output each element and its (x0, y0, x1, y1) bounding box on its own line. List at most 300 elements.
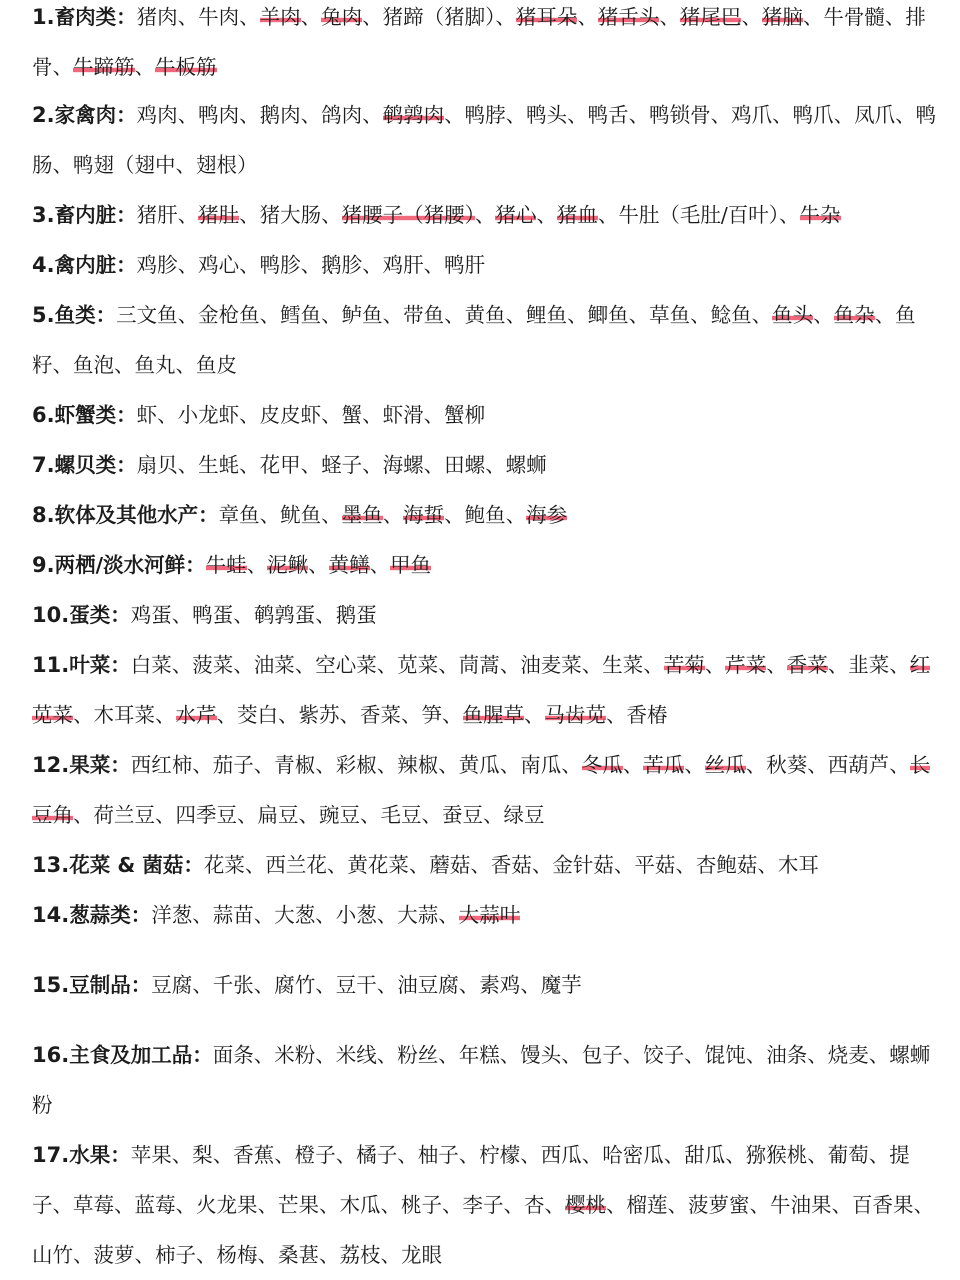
separator: 、 (874, 303, 896, 327)
food-item: 章鱼 (218, 503, 260, 527)
food-item: 凤爪 (854, 103, 896, 127)
separator: 、 (807, 1143, 828, 1167)
food-item: 鲈鱼 (341, 303, 383, 327)
category-name: 花菜 & 菌菇： (69, 853, 204, 877)
food-item: 蟹柳 (444, 403, 486, 427)
food-item: 烧麦 (827, 1043, 869, 1067)
food-item: 菠菜 (192, 653, 234, 677)
separator: 、 (192, 903, 213, 927)
food-item: 鹅胗 (321, 253, 363, 277)
food-item: 油条 (766, 1043, 808, 1067)
category-name: 畜肉类： (54, 5, 137, 29)
separator: 、 (73, 703, 94, 727)
category-6 (32, 390, 940, 440)
separator: 、 (606, 1193, 627, 1217)
separator: 、 (376, 903, 398, 927)
separator: 、 (766, 653, 787, 677)
separator: 、 (376, 653, 398, 677)
food-item: 豌豆 (319, 803, 360, 827)
separator: 、 (444, 503, 465, 527)
food-item: 鸭胗 (259, 253, 301, 277)
category-name: 虾蟹类： (54, 403, 137, 427)
highlighted-food-item: 鱼腥草 (462, 703, 524, 727)
food-item: 绿豆 (503, 803, 545, 827)
highlighted-food-item: 牛蹄筋 (73, 55, 135, 79)
food-item: 鸭脖 (464, 103, 506, 127)
food-item: 排骨 (32, 5, 926, 79)
category-name: 家禽肉： (54, 103, 137, 127)
food-item: 木耳 (777, 853, 819, 877)
separator: 、 (581, 653, 603, 677)
highlighted-food-item: 苦菊 (663, 653, 705, 677)
separator: 、 (175, 353, 196, 377)
category-11 (32, 640, 940, 740)
food-item: 蘑菇 (429, 853, 471, 877)
highlighted-food-item: 牛杂 (799, 203, 841, 227)
food-item: 哈密瓜 (602, 1143, 664, 1167)
food-item: 魔芋 (540, 973, 582, 997)
category-number: 2. (32, 103, 55, 127)
food-item: 豆干 (335, 973, 377, 997)
food-item: 青椒 (274, 753, 316, 777)
separator: 、 (134, 55, 155, 79)
separator: 、 (315, 973, 336, 997)
separator: 、 (438, 903, 459, 927)
separator: 、 (438, 1043, 459, 1067)
highlighted-food-item: 鹌鹑肉 (382, 103, 445, 127)
category-number: 9. (32, 553, 55, 577)
food-item: 鸭舌 (587, 103, 629, 127)
highlighted-food-item: 羊肉 (259, 5, 301, 29)
food-item: 小龙虾 (177, 403, 240, 427)
food-item: 鲤鱼 (526, 303, 568, 327)
food-item: 紫苏 (298, 703, 340, 727)
separator: 、 (895, 103, 916, 127)
food-item: 虾滑 (382, 403, 424, 427)
food-item: 田螺 (444, 453, 486, 477)
food-item: 饺子 (643, 1043, 685, 1067)
separator: 、 (622, 1043, 644, 1067)
separator: 、 (745, 753, 767, 777)
food-item: 柠檬 (479, 1143, 521, 1167)
separator: 、 (362, 403, 383, 427)
separator: 、 (663, 1143, 685, 1167)
separator: 、 (315, 603, 336, 627)
highlighted-food-item: 猪舌头 (597, 5, 660, 29)
food-item: 李子 (462, 1193, 504, 1217)
separator: 、 (868, 1043, 890, 1067)
separator: 、 (751, 303, 773, 327)
food-item: 黄瓜 (458, 753, 500, 777)
separator: 、 (421, 803, 442, 827)
separator: 、 (544, 1193, 565, 1217)
separator: 、 (423, 253, 445, 277)
category-14 (32, 890, 940, 940)
category-7 (32, 440, 940, 490)
category-name: 两栖/淡水河鲜： (54, 553, 206, 577)
food-item: 鸡心 (198, 253, 240, 277)
food-item: 木瓜 (339, 1193, 381, 1217)
separator: 、 (757, 853, 778, 877)
separator: 、 (237, 803, 258, 827)
separator: 、 (73, 1243, 94, 1267)
separator: 、 (308, 553, 329, 577)
food-item: 葡萄 (827, 1143, 869, 1167)
category-9 (32, 540, 940, 590)
separator: 、 (376, 753, 398, 777)
food-item: 米线 (335, 1043, 377, 1067)
category-15 (32, 960, 940, 1010)
food-item: 鸭锁骨 (649, 103, 711, 127)
food-item: 西红柿 (130, 753, 193, 777)
food-item: 鹅肉 (259, 103, 301, 127)
highlighted-food-item: 长豆角 (32, 753, 931, 827)
category-name: 葱蒜类： (69, 903, 152, 927)
category-name: 水果： (69, 1143, 131, 1167)
category-name: 软体及其他水产： (54, 503, 219, 527)
food-item: 牛肉 (198, 5, 240, 29)
separator: 、 (259, 503, 281, 527)
separator: 、 (239, 403, 260, 427)
separator: 、 (192, 753, 213, 777)
separator: 、 (171, 1143, 193, 1167)
category-number: 5. (32, 303, 55, 327)
separator: 、 (52, 153, 73, 177)
separator: 、 (690, 303, 711, 327)
food-item: 辣椒 (397, 753, 439, 777)
food-item: 香菜 (360, 703, 401, 727)
separator: 、 (335, 1143, 357, 1167)
food-item: 杏 (524, 1193, 545, 1217)
food-item: 馄饨 (704, 1043, 746, 1067)
separator: 、 (171, 603, 193, 627)
food-item: 油麦菜 (520, 653, 582, 677)
separator: 、 (889, 753, 910, 777)
category-number: 12. (32, 753, 70, 777)
separator: 、 (913, 1193, 934, 1217)
highlighted-food-item: 猪尾巴 (679, 5, 742, 29)
separator: 、 (196, 1243, 217, 1267)
food-item: 鸭翅（翅中、翅根） (73, 153, 258, 177)
separator: 、 (326, 853, 348, 877)
separator: 、 (380, 1243, 401, 1267)
food-item: 百香果 (852, 1193, 914, 1217)
food-item: 芒果 (278, 1193, 319, 1217)
highlighted-food-item: 大蒜叶 (458, 903, 521, 927)
highlighted-food-item: 马齿苋 (544, 703, 606, 727)
food-item: 四季豆 (175, 803, 237, 827)
food-item: 扁豆 (257, 803, 299, 827)
separator: 、 (300, 5, 322, 29)
food-item: 蛏子 (321, 453, 363, 477)
highlighted-food-item: 猪心 (495, 203, 537, 227)
separator: 、 (779, 203, 800, 227)
separator: 、 (470, 853, 491, 877)
separator: 、 (485, 453, 506, 477)
food-item: 香蕉 (233, 1143, 275, 1167)
food-item: 洋葱 (151, 903, 193, 927)
highlighted-food-item: 鱼杂 (833, 303, 875, 327)
category-number: 7. (32, 453, 55, 477)
food-item: 大葱 (274, 903, 316, 927)
separator: 、 (807, 753, 828, 777)
separator: 、 (725, 1143, 746, 1167)
separator: 、 (278, 703, 299, 727)
category-name: 主食及加工品： (69, 1043, 213, 1067)
separator: 、 (807, 1043, 828, 1067)
food-item: 荔枝 (339, 1243, 381, 1267)
category-number: 14. (32, 903, 70, 927)
highlighted-food-item: 猪肚 (198, 203, 240, 227)
separator: 、 (613, 853, 635, 877)
food-item: 鸭肝 (444, 253, 486, 277)
separator: 、 (442, 703, 463, 727)
food-item: 腐竹 (274, 973, 316, 997)
category-name: 果菜： (69, 753, 131, 777)
separator: 、 (503, 1193, 524, 1217)
food-item: 鲫鱼 (587, 303, 629, 327)
food-item: 年糕 (458, 1043, 500, 1067)
highlighted-food-item: 水芹 (175, 703, 217, 727)
food-item: 小葱 (335, 903, 377, 927)
category-number: 17. (32, 1143, 70, 1167)
food-item: 橙子 (294, 1143, 336, 1167)
separator: 、 (52, 353, 73, 377)
separator: 、 (382, 503, 404, 527)
food-item: 桑葚 (278, 1243, 319, 1267)
separator: 、 (505, 303, 527, 327)
food-item: 柚子 (417, 1143, 459, 1167)
food-item: 木耳菜 (93, 703, 155, 727)
food-item: 花甲 (259, 453, 301, 477)
highlighted-food-item: 墨鱼 (341, 503, 383, 527)
highlighted-food-item: 鱼头 (772, 303, 814, 327)
separator: 、 (253, 973, 275, 997)
separator: 、 (397, 1143, 418, 1167)
category-number: 8. (32, 503, 55, 527)
separator: 、 (177, 453, 199, 477)
food-item: 螺蛳 (505, 453, 547, 477)
food-item: 菠萝 (93, 1243, 135, 1267)
food-item: 蓝莓 (134, 1193, 176, 1217)
separator: 、 (380, 1193, 401, 1217)
food-item: 香菇 (490, 853, 532, 877)
food-item: 大蒜 (397, 903, 439, 927)
separator: 、 (684, 1043, 705, 1067)
food-item: 虾 (136, 403, 158, 427)
separator: 、 (741, 5, 762, 29)
separator: 、 (561, 753, 582, 777)
food-item: 苋菜 (397, 653, 439, 677)
highlighted-food-item: 海蜇 (403, 503, 445, 527)
separator: 、 (675, 853, 696, 877)
food-item: 香椿 (626, 703, 668, 727)
category-name: 鱼类： (54, 303, 117, 327)
separator: 、 (745, 1043, 767, 1067)
separator: 、 (171, 653, 193, 677)
separator: 、 (177, 5, 199, 29)
food-item: 鲍鱼 (464, 503, 506, 527)
separator: 、 (622, 753, 644, 777)
food-item: 鹅蛋 (335, 603, 377, 627)
separator: 、 (483, 803, 504, 827)
food-item: 米粉 (274, 1043, 316, 1067)
separator: 、 (294, 653, 316, 677)
separator: 、 (423, 453, 445, 477)
separator: 、 (401, 703, 422, 727)
highlighted-food-item: 苦瓜 (643, 753, 685, 777)
category-16 (32, 1030, 940, 1130)
highlighted-food-item: 芹菜 (725, 653, 767, 677)
category-name: 螺贝类： (54, 453, 137, 477)
separator: 、 (520, 1143, 541, 1167)
food-item: 黄鱼 (464, 303, 506, 327)
food-item: 鸡肝 (382, 253, 424, 277)
food-item: 荷兰豆 (93, 803, 155, 827)
highlighted-food-item: 丝瓜 (704, 753, 746, 777)
separator: 、 (175, 1193, 196, 1217)
separator: 、 (315, 903, 336, 927)
separator: 、 (315, 1043, 336, 1067)
food-item: 包子 (581, 1043, 623, 1067)
food-item: 面条 (212, 1043, 254, 1067)
food-item: 金针菇 (552, 853, 614, 877)
food-item: 千张 (212, 973, 254, 997)
category-8 (32, 490, 940, 540)
separator: 、 (315, 753, 336, 777)
food-item: 白菜 (130, 653, 172, 677)
separator: 、 (474, 203, 496, 227)
highlighted-food-item: 樱桃 (565, 1193, 606, 1217)
food-item: 鸭头 (526, 103, 568, 127)
category-4 (32, 240, 940, 290)
category-name: 禽内脏： (54, 253, 137, 277)
separator: 、 (239, 5, 260, 29)
separator: 、 (710, 103, 732, 127)
separator: 、 (597, 203, 619, 227)
separator: 、 (444, 103, 465, 127)
category-17 (32, 1130, 940, 1280)
separator: 、 (772, 103, 793, 127)
food-item: 皮皮虾 (259, 403, 322, 427)
separator: 、 (561, 1043, 582, 1067)
separator: 、 (362, 253, 383, 277)
food-item: 秋葵 (766, 753, 808, 777)
food-item: 生蚝 (198, 453, 240, 477)
separator: 、 (300, 103, 322, 127)
category-number: 16. (32, 1043, 70, 1067)
separator: 、 (253, 1043, 275, 1067)
food-item: 杏鲍菇 (695, 853, 758, 877)
food-item: 鸡蛋 (130, 603, 172, 627)
separator: 、 (520, 973, 541, 997)
food-item: 西葫芦 (827, 753, 890, 777)
category-number: 1. (32, 5, 55, 29)
category-number: 6. (32, 403, 55, 427)
separator: 、 (889, 653, 910, 677)
food-item: 鸭蛋 (192, 603, 234, 627)
separator: 、 (499, 1043, 521, 1067)
food-item: 带鱼 (403, 303, 445, 327)
separator: 、 (628, 303, 650, 327)
separator: 、 (813, 303, 834, 327)
food-item: 粉丝 (397, 1043, 439, 1067)
separator: 、 (704, 653, 726, 677)
separator: 、 (244, 853, 266, 877)
separator: 、 (833, 103, 855, 127)
highlighted-food-item: 冬瓜 (581, 753, 623, 777)
separator: 、 (382, 303, 404, 327)
food-item: 鱼丸 (134, 353, 176, 377)
food-item: 油豆腐 (397, 973, 459, 997)
food-item: 笋 (421, 703, 442, 727)
separator: 、 (884, 5, 906, 29)
food-item: 苹果 (130, 1143, 172, 1167)
separator: 、 (628, 103, 650, 127)
highlighted-food-item: 猪血 (556, 203, 598, 227)
food-item: 蟹 (341, 403, 363, 427)
separator: 、 (505, 503, 527, 527)
separator: 、 (458, 1143, 480, 1167)
separator: 、 (274, 1143, 295, 1167)
separator: 、 (300, 453, 322, 477)
separator: 、 (499, 753, 521, 777)
highlighted-food-item: 海参 (526, 503, 568, 527)
food-item: 南瓜 (520, 753, 562, 777)
food-item: 鸭肠 (32, 103, 937, 177)
highlighted-food-item: 猪腰子（猪腰） (341, 203, 475, 227)
category-name: 蛋类： (69, 603, 131, 627)
separator: 、 (177, 103, 199, 127)
separator: 、 (216, 703, 237, 727)
highlighted-food-item: 香菜 (786, 653, 828, 677)
food-item: 螺蛳粉 (32, 1043, 931, 1117)
category-name: 叶菜： (69, 653, 131, 677)
separator: 、 (362, 5, 383, 29)
separator: 、 (524, 703, 545, 727)
food-item: 猪大肠 (259, 203, 322, 227)
separator: 、 (253, 753, 275, 777)
separator: 、 (134, 1243, 155, 1267)
category-number: 4. (32, 253, 55, 277)
food-item: 梨 (192, 1143, 213, 1167)
food-item: 草鱼 (649, 303, 691, 327)
food-item: 平菇 (634, 853, 676, 877)
separator: 、 (667, 1193, 688, 1217)
separator: 、 (246, 553, 268, 577)
category-13 (32, 840, 940, 890)
separator: 、 (802, 5, 824, 29)
separator: 、 (659, 5, 680, 29)
separator: 、 (536, 203, 557, 227)
food-item: 西瓜 (540, 1143, 582, 1167)
separator: 、 (155, 803, 176, 827)
separator: 、 (157, 403, 178, 427)
separator: 、 (362, 453, 383, 477)
separator: 、 (581, 1143, 603, 1167)
separator: 、 (319, 1193, 340, 1217)
separator: 、 (577, 5, 598, 29)
food-item: 牛肚（毛肚/百叶） (618, 203, 779, 227)
food-item: 猪肝 (136, 203, 178, 227)
separator: 、 (499, 653, 521, 677)
separator: 、 (239, 203, 260, 227)
food-item: 彩椒 (335, 753, 377, 777)
highlighted-food-item: 红苋菜 (32, 653, 931, 727)
separator: 、 (298, 803, 319, 827)
food-item: 甜瓜 (684, 1143, 726, 1167)
separator: 、 (408, 853, 430, 877)
